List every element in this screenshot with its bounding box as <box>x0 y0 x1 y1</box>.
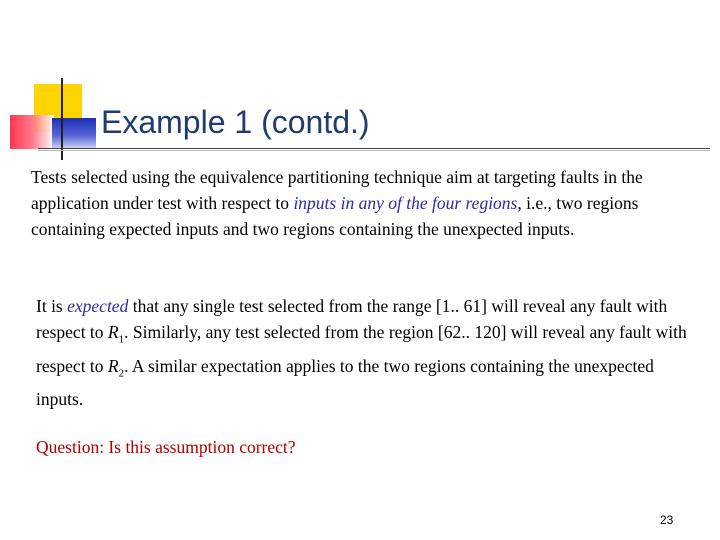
paragraph-1 <box>31 164 707 242</box>
paragraph-2-emphasis: expected <box>67 296 129 316</box>
paragraph-2-text-d: . A similar expectation applies to the two regions containing the unexpected inputs. <box>36 355 654 409</box>
question-text: Question: Is this assumption correct? <box>36 437 296 457</box>
page-number: 23 <box>660 513 674 527</box>
logo-red-square <box>10 115 54 149</box>
region-r1-subscript: 1 <box>118 333 125 346</box>
logo-blue-square <box>52 118 96 148</box>
paragraph-2-text-a: It is <box>36 296 68 316</box>
slide-title: Example 1 (contd.) <box>101 104 370 140</box>
paragraph-1-text-a: Tests selected using the equivalence partitioning technique aim at targeting faults in the application under test with respect to <box>31 167 643 213</box>
paragraph-1-emphasis: inputs in any of the four regions <box>293 193 518 213</box>
region-r2: R <box>107 355 119 376</box>
title-underline-shadow <box>38 150 710 151</box>
paragraph-2-text-c: . Similarly, any test selected from the region [62.. 120] will reveal any fault with respect to <box>36 322 687 376</box>
region-r1: R <box>107 322 119 342</box>
region-r2-subscript: 2 <box>118 367 125 379</box>
paragraph-2 <box>36 293 700 412</box>
title-underline <box>38 148 710 149</box>
paragraph-2-text-b: that any single test selected from the range [1.. 61] will reveal any fault with respect to <box>36 296 668 342</box>
paragraph-1-text-b: , i.e., two regions containing expected inputs and two regions containing the unexpected inputs. <box>31 193 639 239</box>
